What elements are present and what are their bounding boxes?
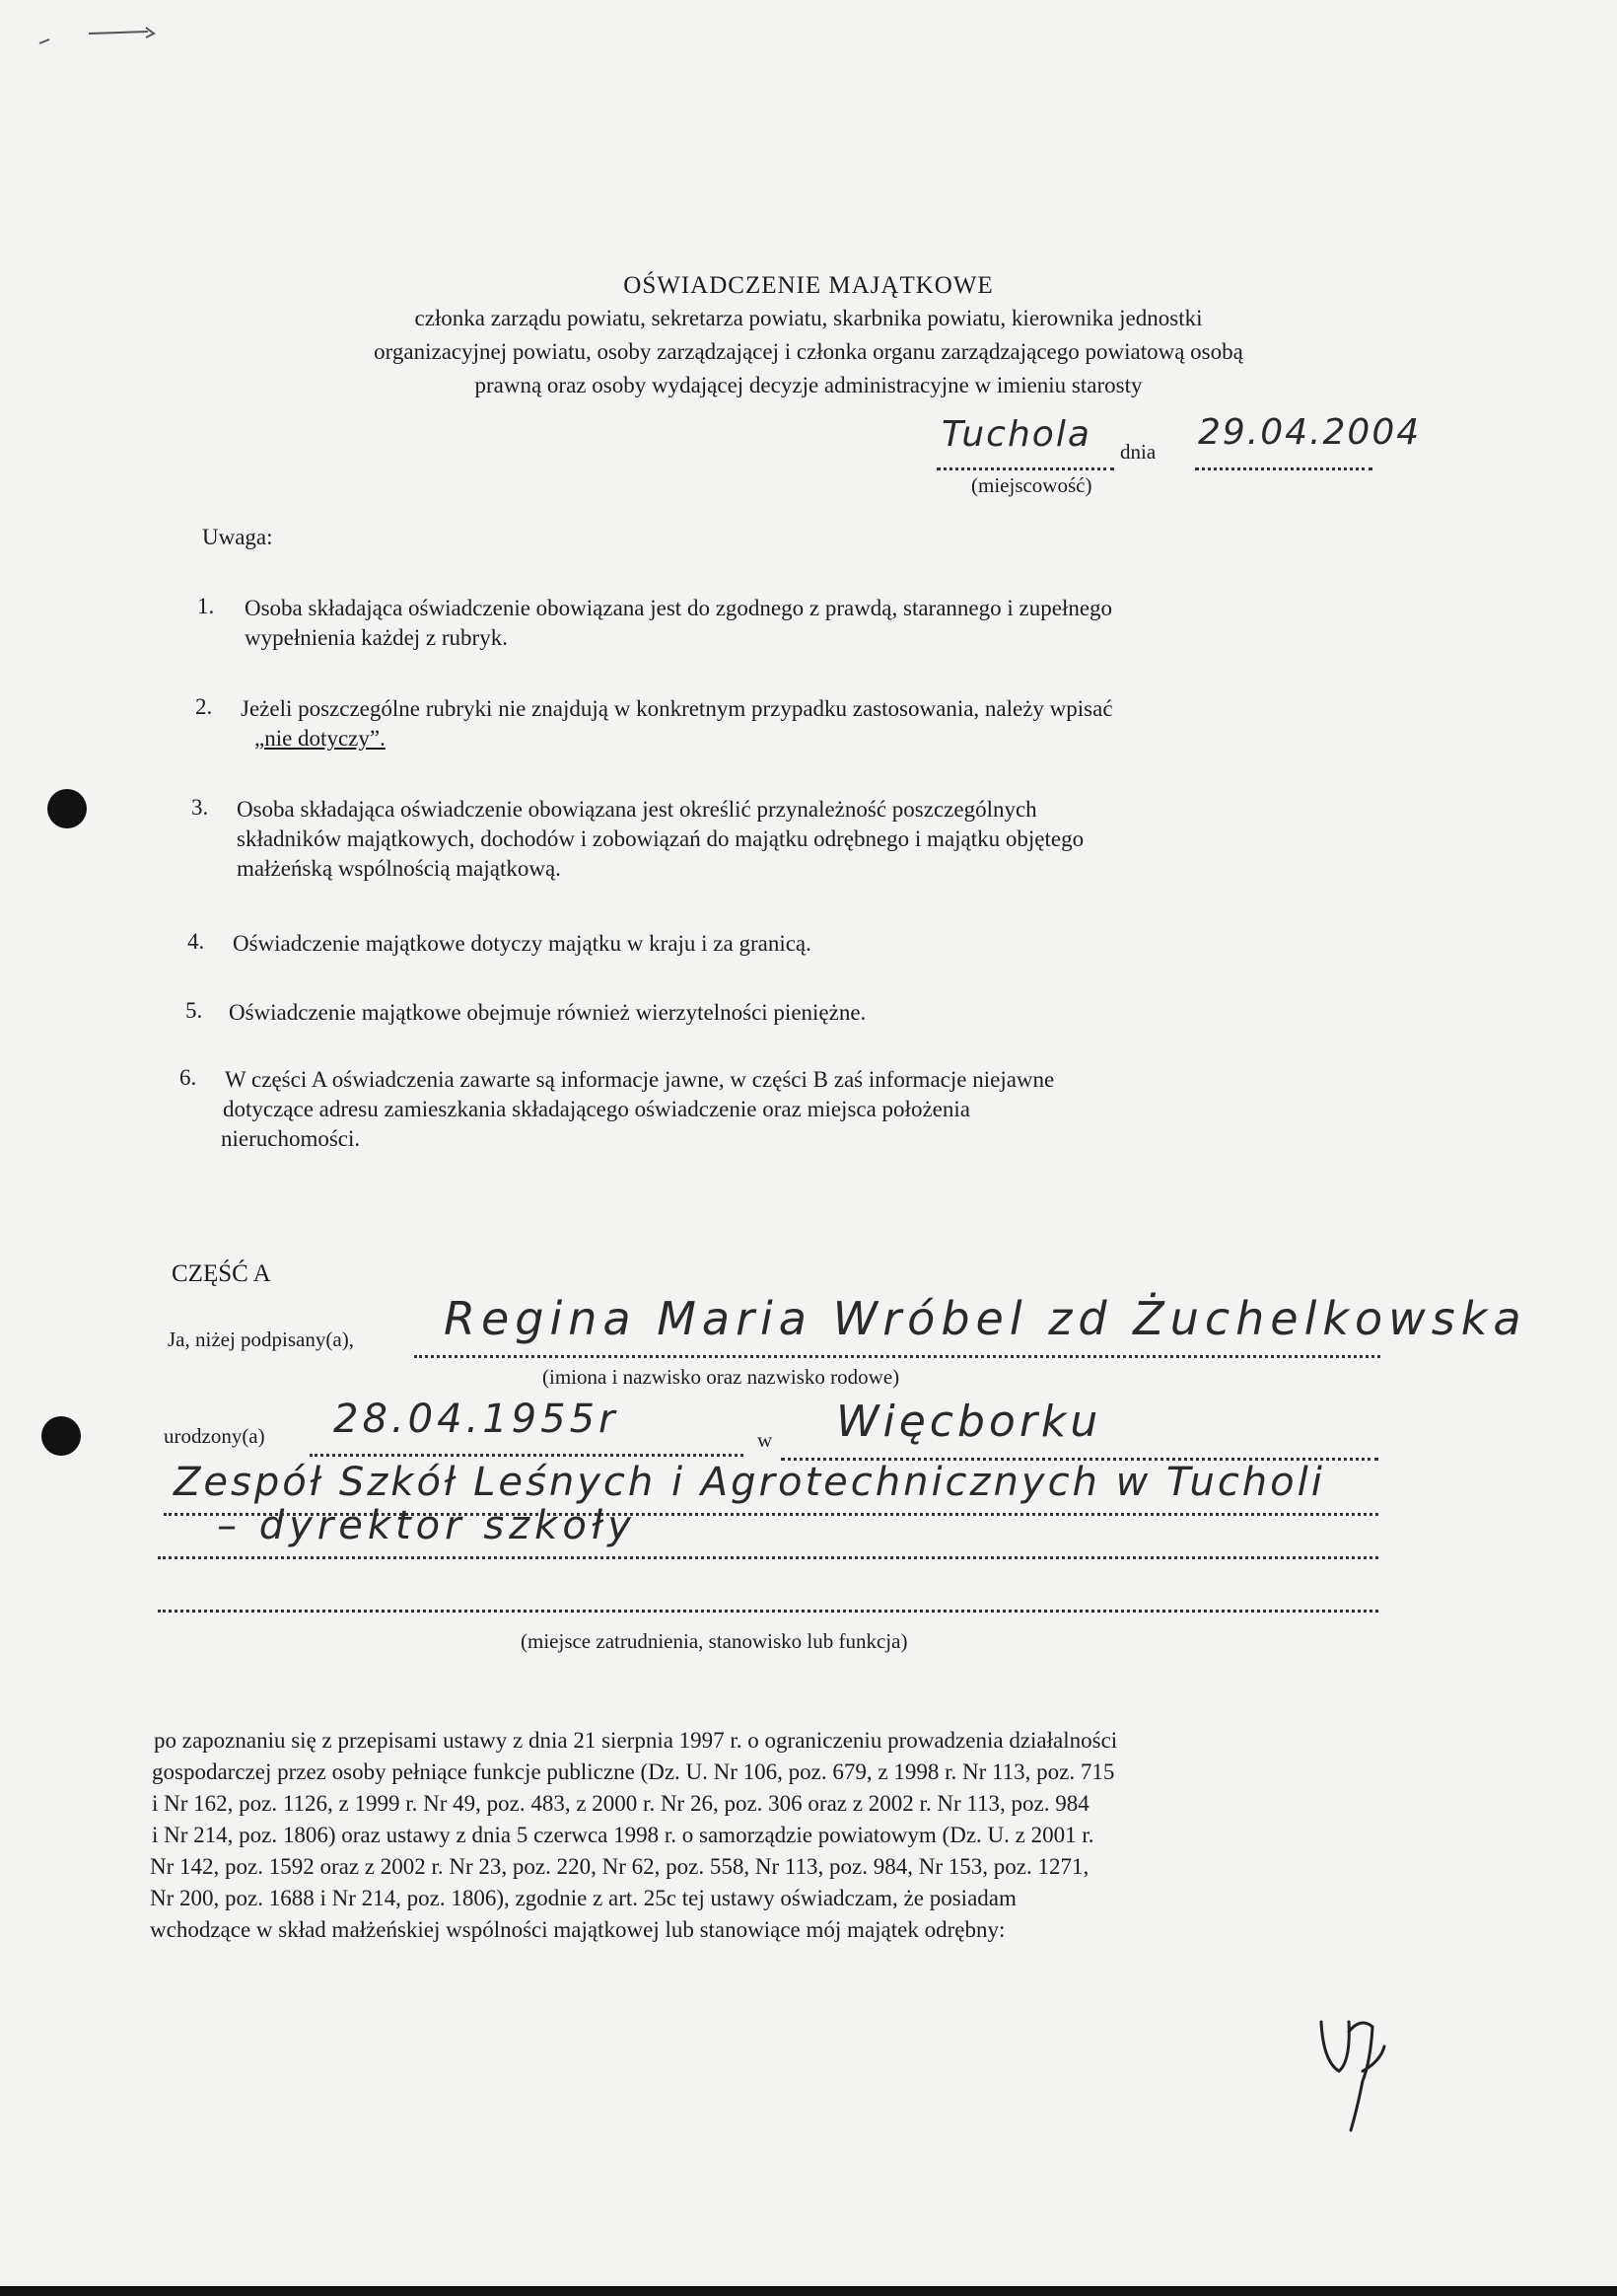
subtitle-line-3: prawną oraz osoby wydającej decyzje administracyjne w imieniu starosty bbox=[474, 373, 1143, 397]
note-6-number: 6. bbox=[179, 1065, 197, 1090]
note-6-line-3: nieruchomości. bbox=[221, 1126, 361, 1151]
employment-field-line-3 bbox=[158, 1606, 1378, 1613]
handwritten-initials bbox=[1311, 2002, 1390, 2140]
employment-line-2: – dyrektor szkoły bbox=[217, 1503, 636, 1548]
born-in-label: w bbox=[757, 1428, 773, 1452]
date-field-line bbox=[1195, 464, 1372, 470]
note-2-line-1: Jeżeli poszczególne rubryki nie znajdują w konkretnym przypadku zastosowania, należy wpisać bbox=[241, 696, 1113, 721]
scan-mark-top-left bbox=[30, 14, 158, 53]
born-date-value: 28.04.1955r bbox=[333, 1397, 619, 1442]
subtitle-line-2: organizacyjnej powiatu, osoby zarządzającej i członka organu zarządzającego powiatową osobą bbox=[374, 339, 1243, 364]
born-label: urodzony(a) bbox=[164, 1424, 265, 1448]
statement-line-7: wchodzące w skład małżeńskiej wspólności majątkowej lub stanowiące mój majątek odrębny: bbox=[150, 1917, 1006, 1942]
place-field-line bbox=[937, 464, 1114, 470]
note-6-line-1: W części A oświadczenia zawarte są informacje jawne, w części B zaś informacje niejawne bbox=[225, 1067, 1055, 1092]
scan-bottom-edge bbox=[0, 2286, 1617, 2296]
place-caption: (miejscowość) bbox=[971, 473, 1092, 497]
note-1-line-2: wypełnienia każdej z rubryk. bbox=[245, 625, 508, 650]
place-value: Tuchola bbox=[942, 414, 1091, 455]
employment-line-1: Zespół Szkół Leśnych i Agrotechnicznych w Tucholi bbox=[174, 1460, 1325, 1505]
note-5-number: 5. bbox=[185, 998, 203, 1023]
note-3-line-3: małżeńską wspólnością majątkową. bbox=[237, 856, 561, 881]
statement-line-4: i Nr 214, poz. 1806) oraz ustawy z dnia 5 czerwca 1998 r. o samorządzie powiatowym (Dz. U. z 2001 r. bbox=[152, 1823, 1094, 1847]
punch-hole-mark-bottom bbox=[41, 1416, 81, 1456]
note-3-line-1: Osoba składająca oświadczenie obowiązana jest określić przynależność poszczególnych bbox=[237, 797, 1037, 822]
notes-heading: Uwaga: bbox=[202, 525, 273, 549]
note-5-line-1: Oświadczenie majątkowe obejmuje również wierzytelności pieniężne. bbox=[229, 1000, 867, 1025]
statement-line-3: i Nr 162, poz. 1126, z 1999 r. Nr 49, poz. 483, z 2000 r. Nr 26, poz. 306 oraz z 2002 r. Nr 113, poz. 984 bbox=[152, 1791, 1090, 1816]
name-field-line bbox=[414, 1351, 1380, 1358]
note-4-number: 4. bbox=[187, 929, 205, 954]
note-1-number: 1. bbox=[197, 594, 215, 618]
name-caption: (imiona i nazwisko oraz nazwisko rodowe) bbox=[542, 1365, 900, 1389]
employment-caption: (miejsce zatrudnienia, stanowisko lub funkcja) bbox=[521, 1629, 908, 1653]
born-date-field-line bbox=[310, 1450, 743, 1457]
note-1-line-1: Osoba składająca oświadczenie obowiązana jest do zgodnego z prawdą, starannego i zupełnego bbox=[245, 596, 1113, 620]
name-value: Regina Maria Wróbel zd Żuchelkowska bbox=[444, 1292, 1527, 1345]
statement-line-1: po zapoznaniu się z przepisami ustawy z dnia 21 sierpnia 1997 r. o ograniczeniu prowadzenia działalności bbox=[154, 1728, 1118, 1753]
note-2-line-2: „nie dotyczy”. bbox=[254, 726, 386, 751]
statement-line-5: Nr 142, poz. 1592 oraz z 2002 r. Nr 23, poz. 220, Nr 62, poz. 558, Nr 113, poz. 984, Nr 153, poz. 1271, bbox=[150, 1854, 1090, 1879]
signed-label: Ja, niżej podpisany(a), bbox=[168, 1327, 354, 1351]
statement-line-6: Nr 200, poz. 1688 i Nr 214, poz. 1806), zgodnie z art. 25c tej ustawy oświadczam, że posiadam bbox=[150, 1886, 1017, 1910]
born-place-value: Więcborku bbox=[836, 1397, 1102, 1447]
statement-line-2: gospodarczej przez osoby pełniące funkcje publiczne (Dz. U. Nr 106, poz. 679, z 1998 r. Nr 113, poz. 715 bbox=[152, 1759, 1115, 1784]
date-value: 29.04.2004 bbox=[1198, 412, 1422, 453]
subtitle-line-1: członka zarządu powiatu, sekretarza powiatu, skarbnika powiatu, kierownika jednostki bbox=[414, 306, 1203, 330]
date-prefix: dnia bbox=[1120, 440, 1157, 464]
document-title: OŚWIADCZENIE MAJĄTKOWE bbox=[623, 272, 994, 299]
note-6-line-2: dotyczące adresu zamieszkania składającego oświadczenie oraz miejsca położenia bbox=[223, 1097, 970, 1121]
note-2-number: 2. bbox=[195, 694, 213, 719]
punch-hole-mark-top bbox=[47, 789, 87, 828]
note-3-line-2: składników majątkowych, dochodów i zobowiązań do majątku odrębnego i majątku objętego bbox=[237, 826, 1085, 851]
note-4-line-1: Oświadczenie majątkowe dotyczy majątku w kraju i za granicą. bbox=[233, 931, 811, 956]
part-a-heading: CZĘŚĆ A bbox=[172, 1260, 271, 1287]
note-3-number: 3. bbox=[191, 795, 209, 820]
employment-field-line-2 bbox=[158, 1552, 1378, 1559]
